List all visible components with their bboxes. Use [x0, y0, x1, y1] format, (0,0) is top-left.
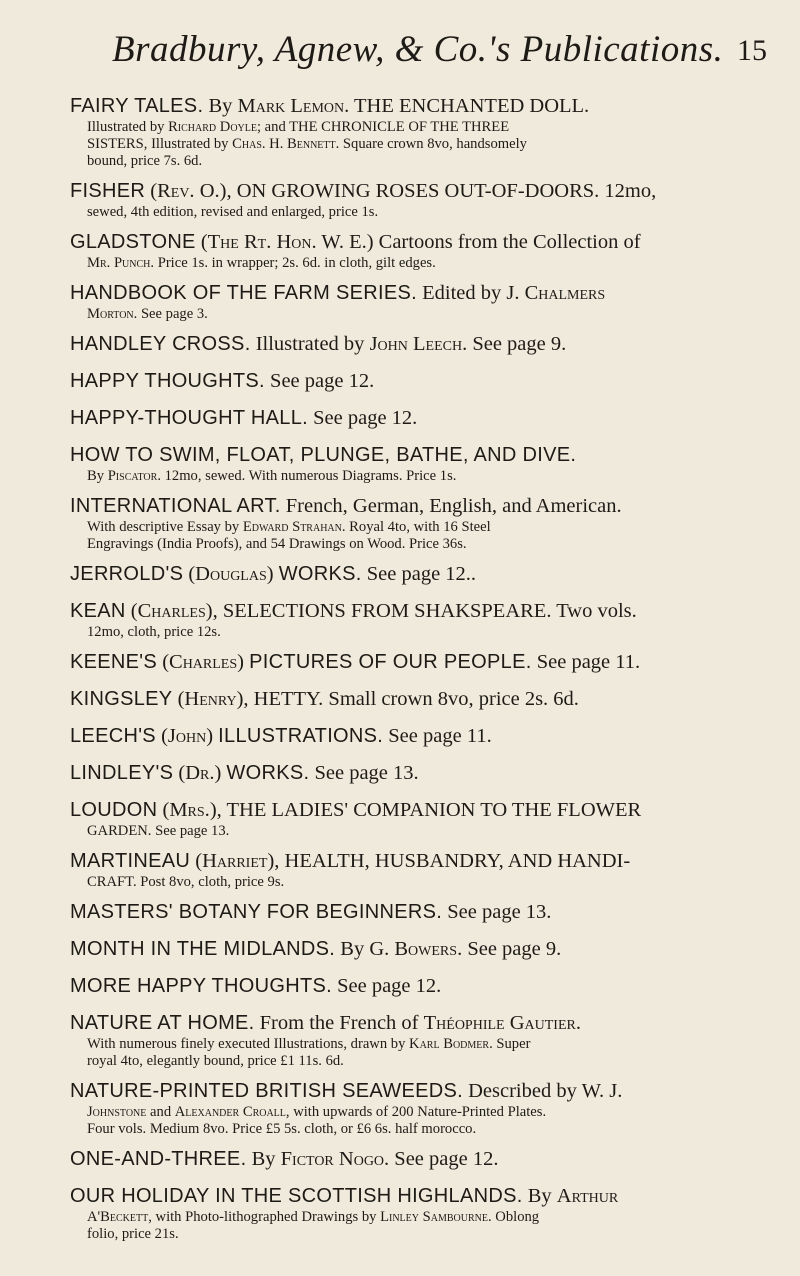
entry-title-text: Described by W. J.	[462, 1080, 623, 1102]
entry-detail-line	[70, 204, 770, 221]
entry-heading: HAPPY-THOUGHT HALL.	[70, 407, 308, 429]
entry-detail-text: . See page 3.	[133, 306, 208, 322]
entry-detail-text: . 12mo, sewed. With numerous Diagrams. Price 1s.	[157, 468, 457, 484]
entry-title-line	[70, 369, 770, 394]
running-header	[0, 28, 800, 78]
entry-detail-line	[70, 1121, 770, 1138]
running-title: Bradbury, Agnew, & Co.'s Publications.	[112, 29, 724, 70]
entry-detail-text: Richard Doyle	[168, 119, 257, 135]
catalogue-entry	[70, 1184, 770, 1243]
entry-title-text: By	[246, 1148, 281, 1170]
entry-title-line	[70, 281, 770, 306]
catalogue-entry	[70, 562, 770, 587]
entry-heading: ONE-AND-THREE.	[70, 1148, 247, 1170]
entry-title-text: O.), ON GROWING ROSES OUT-OF-DOORS. 12mo,	[194, 180, 657, 202]
entry-detail-text: With numerous finely executed Illustrations, drawn by	[87, 1036, 410, 1052]
catalogue-entry	[70, 761, 770, 786]
entry-heading: GLADSTONE	[70, 231, 196, 253]
entry-title-line	[70, 724, 770, 749]
entry-detail-text: , with upwards of 200 Nature-Printed Plates.	[285, 1104, 547, 1120]
entry-detail-text: A'Beckett	[87, 1209, 149, 1225]
entry-title-text: Rev.	[157, 180, 195, 202]
catalogue-entry	[70, 599, 770, 641]
catalogue-entry	[70, 494, 770, 553]
entry-title-text: By	[203, 95, 238, 117]
entry-detail-line	[70, 1053, 770, 1070]
entry-title-text: (	[183, 563, 196, 585]
entry-title-text: Fictor Nogo	[280, 1148, 385, 1170]
entry-title-text: See page 13.	[309, 762, 419, 784]
entry-detail-line	[70, 136, 770, 153]
entry-detail-text: Linley Sambourne	[380, 1209, 488, 1225]
entry-title-text: . See page 9.	[457, 938, 562, 960]
page-number: 15	[737, 34, 767, 67]
entry-title-line	[70, 1011, 770, 1036]
entry-title-text: See page 12.	[308, 407, 418, 429]
entry-title-line	[70, 332, 770, 357]
entry-title-text: See page 11.	[383, 725, 492, 747]
entry-title-text: ), THE LADIES' COMPANION TO THE FLOWER	[209, 799, 642, 821]
entry-heading: KINGSLEY	[70, 688, 173, 710]
entry-title-line	[70, 94, 770, 119]
entry-title-text: Dr.	[185, 762, 215, 784]
entry-title-text: Henry	[184, 688, 237, 710]
entry-title-text: )	[214, 762, 227, 784]
entry-title-text: Mark Lemon	[237, 95, 345, 117]
entry-title-text: By G.	[335, 938, 395, 960]
entry-detail-text: sewed, 4th edition, revised and enlarged, price 1s.	[87, 204, 379, 220]
entry-detail-text: royal 4to, elegantly bound, price £1 11s. 6d.	[87, 1053, 344, 1069]
entry-title-line	[70, 1184, 770, 1209]
entry-detail-text: CRAFT. Post 8vo, cloth, price 9s.	[87, 874, 285, 890]
entry-detail-text: , with Photo-lithographed Drawings by	[148, 1209, 381, 1225]
entry-detail-line	[70, 468, 770, 485]
catalogue-entry	[70, 406, 770, 431]
entry-heading: MARTINEAU	[70, 850, 191, 872]
entry-heading: HOW TO SWIM, FLOAT, PLUNGE, BATHE, AND DIVE.	[70, 444, 577, 466]
catalogue-entry	[70, 1079, 770, 1138]
entry-detail-text: 12mo, cloth, price 12s.	[87, 624, 221, 640]
entry-title-text: The Rt. Hon.	[207, 231, 317, 253]
entry-title-text: . See page 9.	[462, 333, 567, 355]
catalogue-entry	[70, 974, 770, 999]
entry-detail-line	[70, 153, 770, 170]
entry-title-text: . THE ENCHANTED DOLL.	[344, 95, 590, 117]
entry-detail-text: By	[87, 468, 108, 484]
entry-heading: MORE HAPPY THOUGHTS.	[70, 975, 332, 997]
entry-detail-text: SISTERS, Illustrated by	[87, 136, 233, 152]
entry-title-text: )	[266, 563, 279, 585]
entry-detail-text: Edward Strahan	[242, 519, 342, 535]
entry-title-text: )	[237, 651, 250, 673]
entry-title-line	[70, 179, 770, 204]
catalogue-entry	[70, 230, 770, 272]
entry-detail-line	[70, 1226, 770, 1243]
catalogue-entry	[70, 369, 770, 394]
entry-detail-text: Johnstone	[87, 1104, 147, 1120]
entry-detail-line	[70, 1104, 770, 1121]
entry-title-text: . See page 12.	[384, 1148, 499, 1170]
entry-heading: LOUDON	[70, 799, 158, 821]
entry-title-line	[70, 406, 770, 431]
catalogue-entry	[70, 1147, 770, 1172]
entry-detail-text: Piscator	[107, 468, 158, 484]
entry-detail-line	[70, 119, 770, 136]
catalogue-entry	[70, 900, 770, 925]
entry-title-line	[70, 849, 770, 874]
entry-title-text: From the French of	[254, 1012, 424, 1034]
entry-title-line	[70, 937, 770, 962]
entry-title-line	[70, 599, 770, 624]
entry-title-text: Mrs.	[169, 799, 210, 821]
entry-title-text: French, German, English, and American.	[280, 495, 622, 517]
entry-heading: NATURE AT HOME.	[70, 1012, 255, 1034]
entry-heading: MONTH IN THE MIDLANDS.	[70, 938, 336, 960]
entry-title-text: WORKS.	[278, 563, 362, 585]
entry-detail-text: . Royal 4to, with 16 Steel	[341, 519, 491, 535]
entry-title-text: .	[575, 1012, 581, 1034]
entry-detail-line	[70, 306, 770, 323]
catalogue-entry	[70, 937, 770, 962]
entry-title-text: (	[155, 725, 168, 747]
entry-title-text: Bowers	[394, 938, 458, 960]
entry-title-text: Charles	[137, 600, 206, 622]
entry-detail-text: . Price 1s. in wrapper; 2s. 6d. in cloth, gilt edges.	[150, 255, 436, 271]
entry-title-text: See page 13.	[442, 901, 552, 923]
entry-heading: MASTERS' BOTANY FOR BEGINNERS.	[70, 901, 443, 923]
entry-detail-text: Chas. H. Bennett	[232, 136, 336, 152]
entry-detail-line	[70, 519, 770, 536]
entry-heading: OUR HOLIDAY IN THE SCOTTISH HIGHLANDS.	[70, 1185, 523, 1207]
entry-detail-text: Morton	[87, 306, 134, 322]
entry-detail-line	[70, 624, 770, 641]
entry-title-text: ILLUSTRATIONS.	[218, 725, 384, 747]
entry-heading: HANDBOOK OF THE FARM SERIES.	[70, 282, 417, 304]
entry-heading: HAPPY THOUGHTS.	[70, 370, 265, 392]
entry-detail-text: Engravings (India Proofs), and 54 Drawings on Wood. Price 36s.	[87, 536, 467, 552]
entry-title-text: Douglas	[195, 563, 267, 585]
entry-title-text: (	[195, 231, 208, 253]
entry-title-line	[70, 650, 770, 675]
entry-heading: FISHER	[70, 180, 146, 202]
catalogue-entry	[70, 1011, 770, 1070]
entry-detail-text: . Square crown 8vo, handsomely	[335, 136, 527, 152]
entry-title-line	[70, 761, 770, 786]
entry-detail-text: With descriptive Essay by	[87, 519, 243, 535]
catalogue-entry	[70, 798, 770, 840]
entry-title-line	[70, 494, 770, 519]
entry-detail-line	[70, 823, 770, 840]
entry-detail-text: GARDEN. See page 13.	[87, 823, 230, 839]
entry-title-text: ), HETTY. Small crown 8vo, price 2s. 6d.	[236, 688, 579, 710]
entry-heading: FAIRY TALES.	[70, 95, 204, 117]
entry-title-text: Chalmers	[524, 282, 606, 304]
catalogue-entry	[70, 650, 770, 675]
entry-detail-text: Illustrated by	[87, 119, 169, 135]
entry-title-text: (	[173, 762, 186, 784]
entry-title-text: Théophile Gautier	[423, 1012, 576, 1034]
entry-detail-text: . Super	[489, 1036, 531, 1052]
catalogue-entry	[70, 94, 770, 170]
entry-title-line	[70, 798, 770, 823]
entry-detail-text: . Oblong	[488, 1209, 540, 1225]
entry-detail-line	[70, 1209, 770, 1226]
entry-title-text: (	[190, 850, 203, 872]
entry-detail-text: folio, price 21s.	[87, 1226, 179, 1242]
entry-title-line	[70, 900, 770, 925]
entry-detail-text: Four vols. Medium 8vo. Price £5 5s. cloth, or £6 6s. half morocco.	[87, 1121, 477, 1137]
entry-title-text: John Leech	[369, 333, 463, 355]
entry-title-text: (	[157, 799, 170, 821]
entry-heading: INTERNATIONAL ART.	[70, 495, 281, 517]
entry-title-text: (	[125, 600, 138, 622]
entry-title-text: Harriet	[202, 850, 268, 872]
entry-heading: HANDLEY CROSS.	[70, 333, 251, 355]
entry-heading: JERROLD'S	[70, 563, 184, 585]
entry-title-text: (	[145, 180, 158, 202]
entry-title-text: Charles	[169, 651, 238, 673]
entry-title-text: ), HEALTH, HUSBANDRY, AND HANDI-	[267, 850, 631, 872]
entry-heading: LEECH'S	[70, 725, 156, 747]
entry-title-text: (	[157, 651, 170, 673]
entry-title-text: See page 11.	[531, 651, 641, 673]
entry-title-text: See page 12.	[264, 370, 375, 392]
catalogue-entries	[70, 94, 770, 1243]
entry-heading: LINDLEY'S	[70, 762, 174, 784]
entry-title-text: By	[522, 1185, 557, 1207]
catalogue-entry	[70, 332, 770, 357]
entry-detail-line	[70, 536, 770, 553]
entry-title-line	[70, 230, 770, 255]
entry-heading: NATURE-PRINTED BRITISH SEAWEEDS.	[70, 1080, 463, 1102]
entry-title-text: Arthur	[556, 1185, 619, 1207]
catalogue-entry	[70, 281, 770, 323]
entry-title-text: )	[206, 725, 219, 747]
entry-title-text: ), SELECTIONS FROM SHAKSPEARE. Two vols.	[205, 600, 637, 622]
entry-detail-line	[70, 1036, 770, 1053]
entry-detail-line	[70, 255, 770, 272]
entry-title-text: See page 12.	[331, 975, 442, 997]
entry-title-text: WORKS.	[226, 762, 310, 784]
entry-title-text: Illustrated by	[250, 333, 370, 355]
catalogue-entry	[70, 687, 770, 712]
entry-title-text: W. E.) Cartoons from the Collection of	[316, 231, 641, 253]
entry-heading: KEAN	[70, 600, 126, 622]
entry-detail-text: Mr. Punch	[87, 255, 151, 271]
entry-title-text: See page 12..	[361, 563, 477, 585]
entry-title-line	[70, 974, 770, 999]
entry-title-line	[70, 1079, 770, 1104]
catalogue-entry	[70, 849, 770, 891]
catalogue-entry	[70, 443, 770, 485]
catalogue-entry	[70, 179, 770, 221]
catalogue-entry	[70, 724, 770, 749]
entry-detail-text: Karl Bodmer	[409, 1036, 490, 1052]
entry-title-line	[70, 687, 770, 712]
entry-detail-text: and	[146, 1104, 175, 1120]
entry-heading: KEENE'S	[70, 651, 158, 673]
entry-detail-text: bound, price 7s. 6d.	[87, 153, 203, 169]
entry-detail-text: Alexander Croall	[174, 1104, 286, 1120]
entry-title-text: John	[167, 725, 207, 747]
entry-detail-line	[70, 874, 770, 891]
entry-title-line	[70, 562, 770, 587]
entry-title-text: Edited by J.	[416, 282, 525, 304]
entry-title-text: (	[172, 688, 185, 710]
entry-title-line	[70, 443, 770, 468]
entry-title-line	[70, 1147, 770, 1172]
entry-detail-text: ; and THE CHRONICLE OF THE THREE	[256, 119, 510, 135]
entry-title-text: PICTURES OF OUR PEOPLE.	[249, 651, 532, 673]
